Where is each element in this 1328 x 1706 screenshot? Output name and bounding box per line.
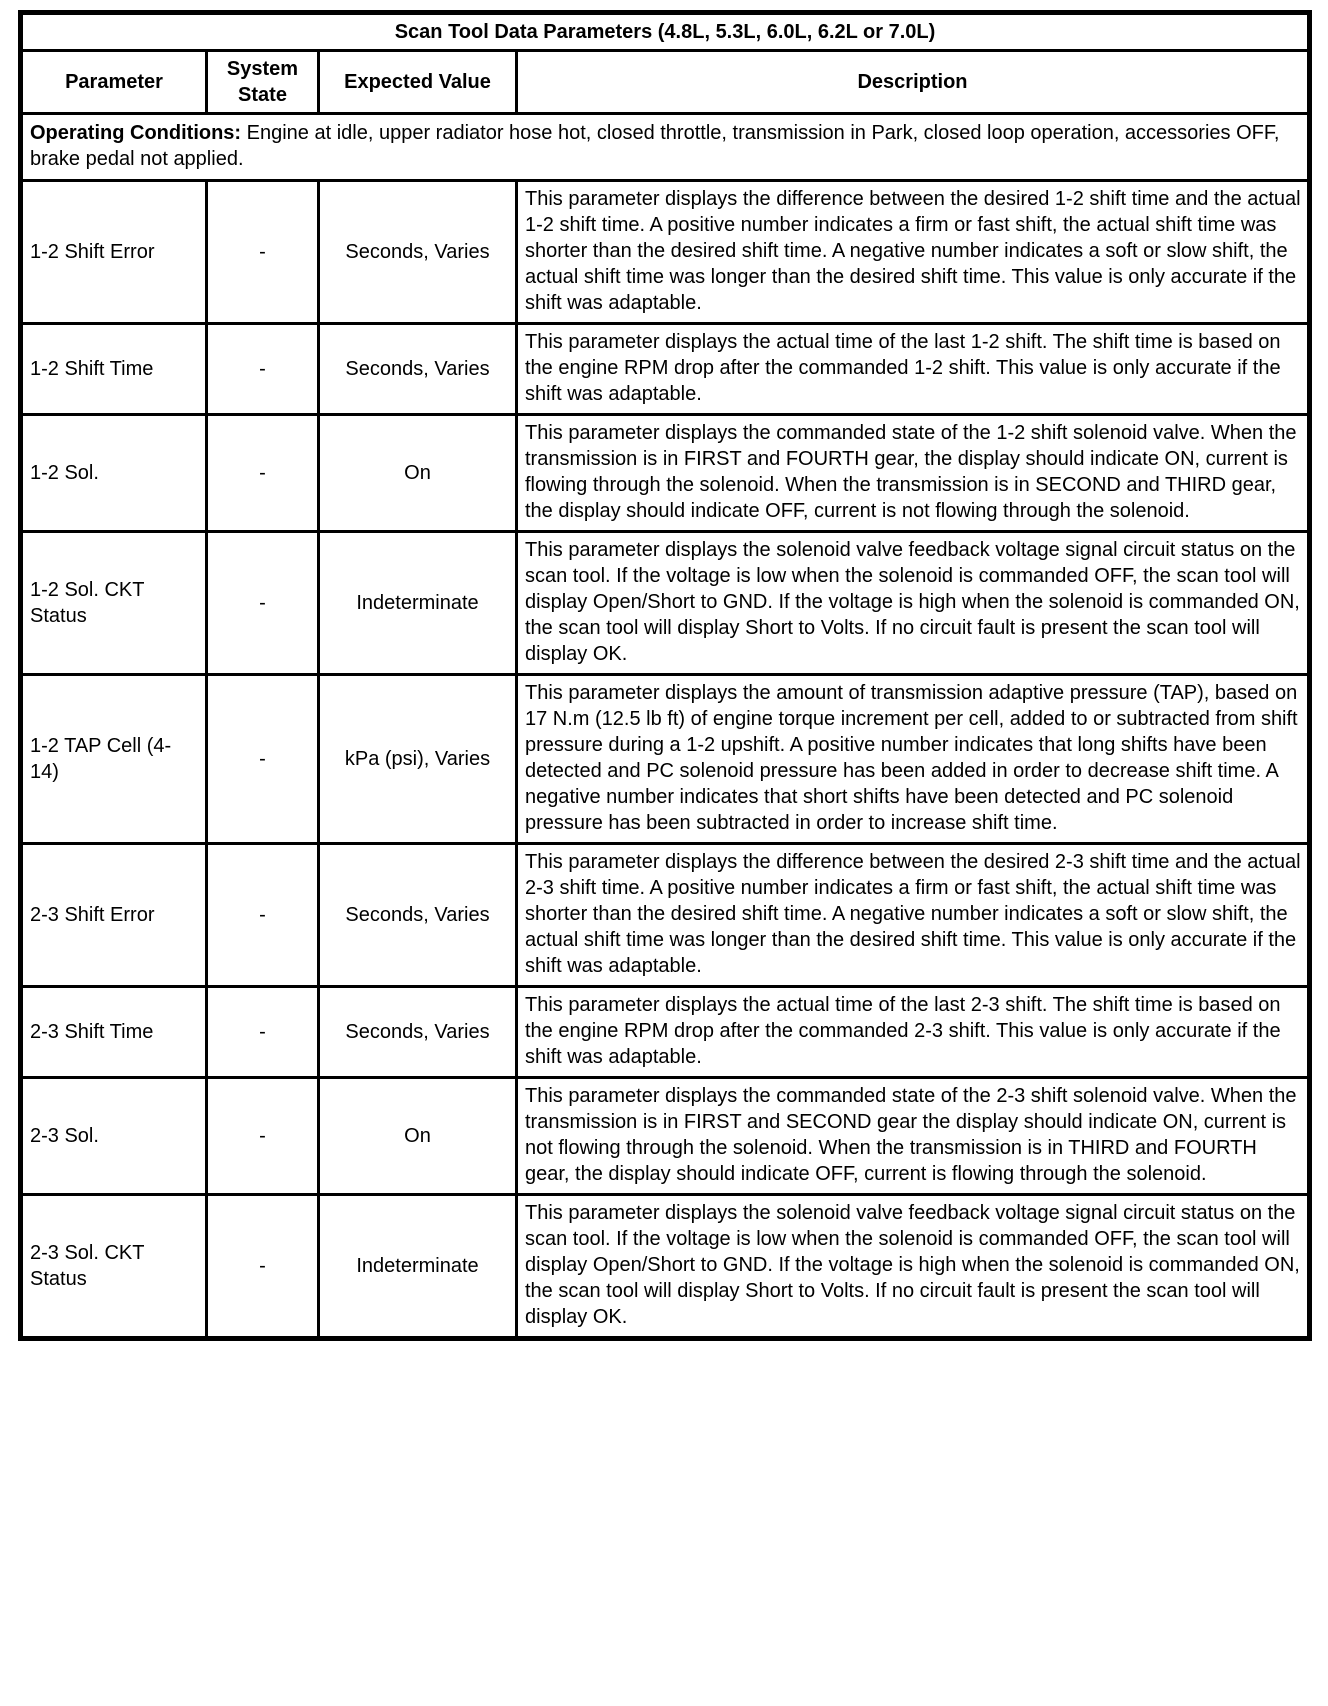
scan-tool-data-table bbox=[18, 10, 1312, 1341]
expected-value-cell: Seconds, Varies bbox=[319, 324, 517, 415]
header-row bbox=[21, 51, 1310, 114]
expected-value-cell: Indeterminate bbox=[319, 1195, 517, 1339]
expected-value-cell: kPa (psi), Varies bbox=[319, 675, 517, 844]
header-system-state: System State bbox=[207, 51, 319, 114]
table-row bbox=[21, 844, 1310, 987]
parameter-cell: 1-2 Sol. CKT Status bbox=[21, 532, 207, 675]
parameter-cell: 1-2 Sol. bbox=[21, 415, 207, 532]
operating-conditions-label: Operating Conditions: bbox=[30, 122, 242, 144]
parameter-cell: 2-3 Shift Error bbox=[21, 844, 207, 987]
system-state-cell: - bbox=[207, 844, 319, 987]
operating-conditions-row bbox=[21, 114, 1310, 181]
parameter-cell: 2-3 Sol. bbox=[21, 1078, 207, 1195]
table-row bbox=[21, 181, 1310, 324]
description-cell: This parameter displays the commanded state of the 2-3 shift solenoid valve. When the transmission is in FIRST and SECOND gear the display should indicate ON, current is not flowing through the solenoid. When the transmission is in THIRD and FOURTH gear, the display should indicate OFF, current is flowing through the solenoid. bbox=[517, 1078, 1310, 1195]
expected-value-cell: Indeterminate bbox=[319, 532, 517, 675]
parameter-cell: 1-2 Shift Error bbox=[21, 181, 207, 324]
description-cell: This parameter displays the amount of transmission adaptive pressure (TAP), based on 17 N.m (12.5 lb ft) of engine torque increment per cell, added to or subtracted from shift pressure during a 1-2 upshift. A positive number indicates that long shifts have been detected and PC solenoid pressure has been added in order to decrease shift time. A negative number indicates that short shifts have been detected and PC solenoid pressure has been subtracted in order to increase shift time. bbox=[517, 675, 1310, 844]
description-cell: This parameter displays the solenoid valve feedback voltage signal circuit status on the scan tool. If the voltage is low when the solenoid is commanded OFF, the scan tool will display Open/Short to GND. If the voltage is high when the solenoid is commanded ON, the scan tool will display Short to Volts. If no circuit fault is present the scan tool will display OK. bbox=[517, 1195, 1310, 1339]
description-cell: This parameter displays the solenoid valve feedback voltage signal circuit status on the scan tool. If the voltage is low when the solenoid is commanded OFF, the scan tool will display Open/Short to GND. If the voltage is high when the solenoid is commanded ON, the scan tool will display Short to Volts. If no circuit fault is present the scan tool will display OK. bbox=[517, 532, 1310, 675]
table-title: Scan Tool Data Parameters (4.8L, 5.3L, 6.0L, 6.2L or 7.0L) bbox=[21, 13, 1310, 51]
expected-value-cell: Seconds, Varies bbox=[319, 987, 517, 1078]
system-state-cell: - bbox=[207, 532, 319, 675]
header-expected-value: Expected Value bbox=[319, 51, 517, 114]
description-cell: This parameter displays the difference between the desired 2-3 shift time and the actual 2-3 shift time. A positive number indicates a firm or fast shift, the actual shift time was shorter than the desired shift time. A negative number indicates a soft or slow shift, the actual shift time was longer than the desired shift time. This value is only accurate if the shift was adaptable. bbox=[517, 844, 1310, 987]
table-head bbox=[21, 13, 1310, 114]
description-cell: This parameter displays the commanded state of the 1-2 shift solenoid valve. When the transmission is in FIRST and FOURTH gear, the display should indicate ON, current is flowing through the solenoid. When the transmission is in SECOND and THIRD gear, the display should indicate OFF, current is not flowing through the solenoid. bbox=[517, 415, 1310, 532]
table-row bbox=[21, 987, 1310, 1078]
system-state-cell: - bbox=[207, 1078, 319, 1195]
expected-value-cell: Seconds, Varies bbox=[319, 844, 517, 987]
system-state-cell: - bbox=[207, 987, 319, 1078]
description-cell: This parameter displays the difference between the desired 1-2 shift time and the actual 1-2 shift time. A positive number indicates a firm or fast shift, the actual shift time was shorter than the desired shift time. A negative number indicates a soft or slow shift, the actual shift time was longer than the desired shift time. This value is only accurate if the shift was adaptable. bbox=[517, 181, 1310, 324]
expected-value-cell: On bbox=[319, 1078, 517, 1195]
expected-value-cell: Seconds, Varies bbox=[319, 181, 517, 324]
system-state-cell: - bbox=[207, 675, 319, 844]
table-row bbox=[21, 675, 1310, 844]
table-row bbox=[21, 1195, 1310, 1339]
parameter-cell: 2-3 Shift Time bbox=[21, 987, 207, 1078]
title-row bbox=[21, 13, 1310, 51]
table-row bbox=[21, 1078, 1310, 1195]
parameter-cell: 1-2 TAP Cell (4-14) bbox=[21, 675, 207, 844]
operating-conditions-text: Engine at idle, upper radiator hose hot, closed throttle, transmission in Park, closed loop operation, accessories OFF, brake pedal not applied. bbox=[30, 122, 1280, 170]
system-state-cell: - bbox=[207, 415, 319, 532]
system-state-cell: - bbox=[207, 1195, 319, 1339]
table-row bbox=[21, 324, 1310, 415]
system-state-cell: - bbox=[207, 324, 319, 415]
expected-value-cell: On bbox=[319, 415, 517, 532]
table-body bbox=[21, 181, 1310, 1339]
header-description: Description bbox=[517, 51, 1310, 114]
parameter-cell: 2-3 Sol. CKT Status bbox=[21, 1195, 207, 1339]
description-cell: This parameter displays the actual time of the last 2-3 shift. The shift time is based on the engine RPM drop after the commanded 2-3 shift. This value is only accurate if the shift was adaptable. bbox=[517, 987, 1310, 1078]
header-parameter: Parameter bbox=[21, 51, 207, 114]
operating-conditions-cell bbox=[21, 114, 1310, 181]
operating-conditions-section bbox=[21, 114, 1310, 181]
table-row bbox=[21, 532, 1310, 675]
parameter-cell: 1-2 Shift Time bbox=[21, 324, 207, 415]
table-row bbox=[21, 415, 1310, 532]
description-cell: This parameter displays the actual time of the last 1-2 shift. The shift time is based on the engine RPM drop after the commanded 1-2 shift. This value is only accurate if the shift was adaptable. bbox=[517, 324, 1310, 415]
system-state-cell: - bbox=[207, 181, 319, 324]
